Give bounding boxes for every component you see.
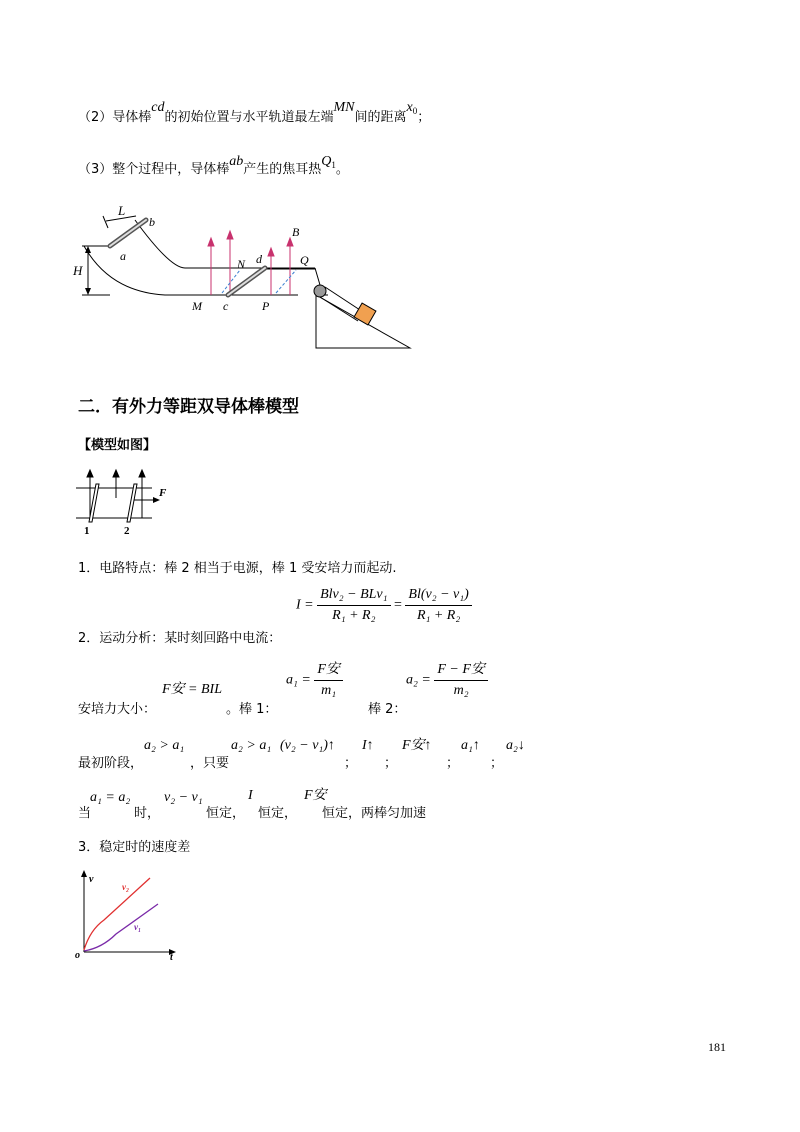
- section-title: 二．有外力等距双导体棒模型: [78, 397, 299, 417]
- rod-cd-inner: [228, 268, 265, 295]
- current-equation: [296, 585, 472, 626]
- label-L: L: [118, 203, 126, 218]
- v-axis-arrow: [81, 870, 87, 877]
- force-equation: F安 = BIL: [162, 682, 222, 697]
- a1-lhs: a₁ =: [286, 672, 311, 688]
- rope-2: [320, 297, 358, 321]
- a2-equation: [406, 660, 488, 701]
- when-end: 恒定，两棒匀加速: [322, 806, 427, 821]
- label-M: M: [192, 299, 202, 313]
- initial-c3: (v₂ − v₁)↑: [280, 738, 335, 753]
- initial-c5: F安↑: [402, 738, 432, 753]
- pulley: [314, 285, 326, 297]
- point-3: 3．稳定时的速度差: [78, 840, 191, 855]
- label-o: o: [75, 950, 80, 960]
- label-1: 1: [84, 525, 90, 537]
- when-heng-2: 恒定，: [258, 806, 298, 821]
- block: [354, 303, 376, 325]
- initial-c4: I↑: [362, 738, 374, 753]
- initial-only: ，只要: [190, 756, 230, 771]
- initial-sep-3: ；: [446, 756, 460, 771]
- when-i: I: [248, 788, 253, 803]
- q3-q: [321, 154, 336, 169]
- initial-sep-1: ；: [344, 756, 358, 771]
- initial-c1: a₂ > a₁: [144, 738, 185, 753]
- current-eq-sign: =: [394, 597, 402, 613]
- q3-rod: ab: [229, 154, 244, 169]
- rod-ab-inner: [110, 220, 146, 246]
- label-N: N: [237, 257, 246, 271]
- q3-mid: 产生的焦耳热: [243, 162, 322, 177]
- v2-curve: [84, 878, 150, 950]
- page-number: 181: [708, 1040, 726, 1054]
- q2-mid: 的初始位置与水平轨道最左端: [164, 110, 334, 125]
- rod-2: [127, 484, 137, 522]
- label-B: B: [292, 225, 300, 239]
- current-num-2: Bl(v₂ − v₁): [405, 585, 471, 606]
- when-cond: a₁ = a₂: [90, 790, 131, 805]
- q2-x: [407, 100, 418, 115]
- boundary-PQ: [276, 270, 296, 293]
- q2-mn: MN: [333, 100, 355, 115]
- when-diff: v₂ − v₁: [164, 790, 203, 805]
- label-H: H: [73, 263, 83, 278]
- a1-den: m₁: [321, 683, 337, 698]
- point-2: 2．运动分析：某时刻回路中电流：: [78, 631, 282, 646]
- rod-1-label: 。棒 1：: [226, 702, 278, 717]
- a2-frac: [434, 660, 488, 701]
- label-t: t: [170, 952, 173, 960]
- initial-sep-4: ；: [490, 756, 504, 771]
- field-arrows: [208, 231, 293, 295]
- two-rod-diagram: [72, 468, 172, 540]
- rope: [325, 287, 360, 310]
- current-lhs: I =: [296, 597, 314, 613]
- label-c: c: [223, 299, 229, 313]
- label-P: P: [262, 299, 270, 313]
- current-frac-2: [405, 585, 471, 626]
- label-d: d: [256, 252, 262, 266]
- initial-label: 最初阶段，: [78, 756, 144, 771]
- q3-prefix: （3）整个过程中，导体棒: [78, 162, 230, 177]
- current-num-1: Blv₂ − BLv₁: [317, 585, 390, 606]
- current-den-1: R₁ + R₂: [332, 608, 376, 623]
- a1-num: F安: [314, 660, 343, 681]
- rod-2-label: 棒 2：: [368, 702, 407, 717]
- a1-equation: [286, 660, 343, 701]
- label-a: a: [120, 249, 126, 263]
- a2-den: m₂: [453, 683, 469, 698]
- rope-top: [315, 268, 320, 285]
- q2-rod: cd: [151, 100, 165, 115]
- current-frac-1: [317, 585, 390, 626]
- label-v2: v₂: [122, 882, 130, 892]
- q3-end: 。: [335, 162, 349, 177]
- when-heng-1: 恒定，: [206, 806, 246, 821]
- a2-num: F − F安: [434, 660, 488, 681]
- model-label: 【模型如图】: [78, 438, 157, 453]
- label-v: v: [89, 874, 94, 885]
- point-1: 1．电路特点：棒 2 相当于电源，棒 1 受安培力而起动.: [78, 561, 397, 576]
- when-shi: 时，: [134, 806, 161, 821]
- curved-rail-back: [135, 220, 310, 268]
- h-arrow-bottom: [85, 288, 91, 295]
- when-dang: 当: [78, 806, 92, 821]
- a1-frac: [314, 660, 343, 701]
- a2-lhs: a₂ =: [406, 672, 431, 688]
- question-3: [78, 154, 349, 183]
- force-label: 安培力大小：: [78, 702, 157, 717]
- question-2: [78, 100, 431, 131]
- initial-c2: a₂ > a₁: [231, 738, 272, 753]
- q3-q-sub: 1: [331, 160, 336, 170]
- initial-sep-2: ；: [384, 756, 398, 771]
- initial-c6: a₁↑: [461, 738, 480, 753]
- label-v1: v₁: [134, 922, 142, 932]
- initial-c7: a₂↓: [506, 738, 525, 753]
- when-f: F安: [304, 788, 327, 803]
- q2-prefix: （2）导体棒: [78, 110, 152, 125]
- label-2: 2: [124, 525, 130, 537]
- velocity-graph: [72, 868, 182, 960]
- q2-x-var: x: [406, 100, 413, 115]
- current-den-2: R₁ + R₂: [416, 608, 461, 623]
- q2-x-sub: 0: [412, 106, 418, 116]
- label-F: F: [159, 487, 167, 499]
- l-left-tick: [103, 216, 108, 228]
- label-b: b: [149, 215, 155, 229]
- label-Q: Q: [300, 253, 309, 267]
- q3-q-var: Q: [321, 154, 332, 169]
- q2-end: ；: [417, 110, 431, 125]
- rail-diagram: [70, 198, 420, 353]
- q2-mid2: 间的距离: [354, 110, 407, 125]
